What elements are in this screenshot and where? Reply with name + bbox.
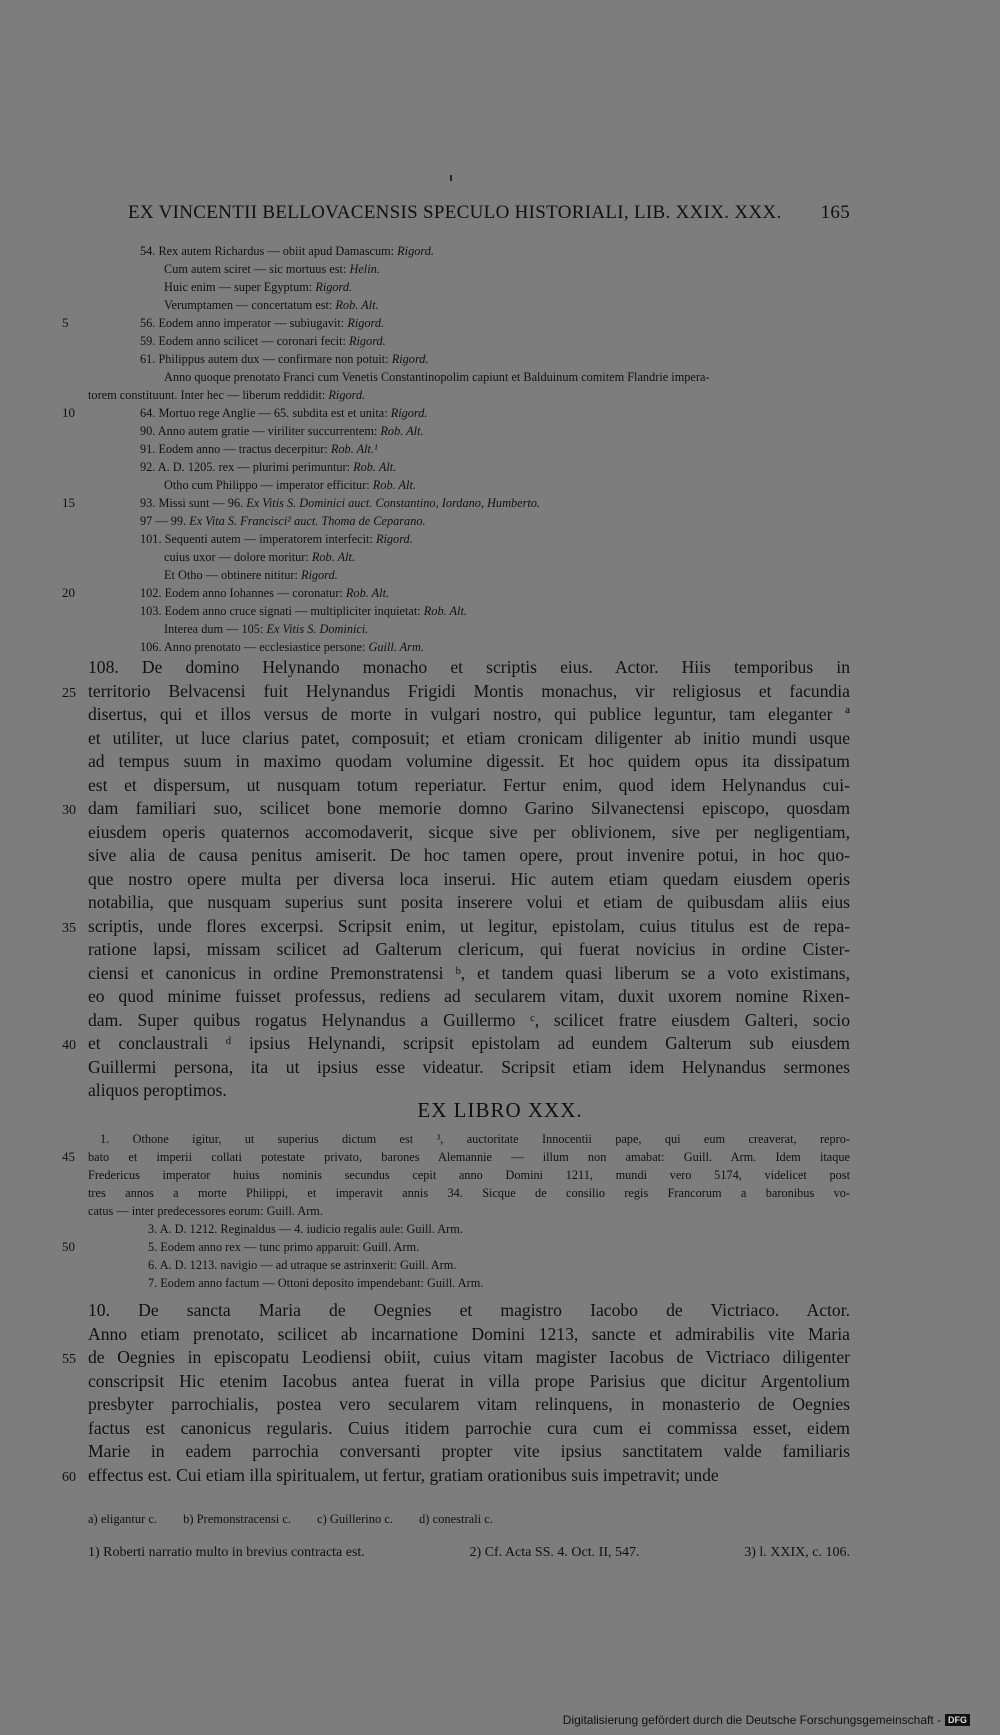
text-line <box>62 680 850 704</box>
text-line <box>128 602 850 620</box>
text-line <box>88 891 850 915</box>
line-text: Otho cum Philippo — imperator efficitur: <box>164 478 373 492</box>
line-number: 5 <box>62 315 69 330</box>
line-text: bato et imperii collati potestate privato, barones Alemannie — illum non amabat: Guill. Arm. Idem itaque <box>88 1150 850 1164</box>
line-text: 106. Anno prenotato — ecclesiastice persone: <box>140 640 369 654</box>
running-header <box>128 202 850 224</box>
line-text: tres annos a morte Philippi, et imperavit annis 34. Sicque de consilio regis Francorum a baronibus vo- <box>88 1186 850 1200</box>
text-line <box>128 548 850 566</box>
apparatus-note: a) eligantur c. <box>88 1512 158 1526</box>
line-text: 61. Philippus autem dux — confirmare non potuit: <box>140 352 392 366</box>
text-line <box>62 915 850 939</box>
text-line <box>128 566 850 584</box>
page-number: 165 <box>820 202 850 223</box>
text-line <box>128 278 850 296</box>
source-citation: Ex Vitis S. Dominici. <box>266 622 369 636</box>
line-text: 1. Othone igitur, ut superius dictum est ³, auctoritate Innocentii pape, qui eum creaverat, repro- <box>100 1132 850 1146</box>
text-line <box>88 1417 850 1441</box>
text-line <box>62 797 850 821</box>
apparatus-note: c) Guillerino c. <box>317 1512 394 1526</box>
text-line <box>128 350 850 368</box>
line-text: aliquos peroptimos. <box>88 1080 227 1100</box>
line-text: 3. A. D. 1212. Reginaldus — 4. iudicio regalis aule: Guill. Arm. <box>148 1222 463 1236</box>
source-citation: Rob. Alt. <box>372 478 416 492</box>
line-text: 103. Eodem anno cruce signati — multipliciter inquietat: <box>140 604 424 618</box>
line-text: est et dispersum, ut nusquam totum reperiatur. Fertur enim, quod idem Helynandus cui- <box>88 774 850 795</box>
text-line <box>128 242 850 260</box>
line-number: 10 <box>62 405 75 420</box>
text-line <box>128 638 850 656</box>
text-line <box>88 727 850 751</box>
line-text: Et Otho — obtinere nititur: <box>164 568 301 582</box>
footer-text: Digitalisierung gefördert durch die Deutsche Forschungsgemeinschaft - <box>562 1713 941 1727</box>
page-tick-mark <box>450 175 452 181</box>
paragraph-helynandus <box>62 656 850 1103</box>
line-text: conscripsit Hic etenim Iacobus antea fuerat in villa prope Parisius que dicitur Argentolium <box>88 1370 850 1391</box>
apparatus-note: b) Premonstracensi c. <box>183 1512 292 1526</box>
text-line <box>88 868 850 892</box>
header-title: EX VINCENTII BELLOVACENSIS SPECULO HISTORIALI, LIB. XXIX. XXX. <box>128 202 782 223</box>
text-line <box>88 1440 850 1464</box>
line-number: 15 <box>62 495 75 510</box>
footnote: 3) l. XXIX, c. 106. <box>744 1545 850 1560</box>
text-line <box>62 584 850 602</box>
line-text: eiusdem operis quaternos accomodaverit, sicque sive per oblivionem, sive per negligentiam, <box>88 821 850 842</box>
source-citation: Rigord. <box>328 388 366 402</box>
text-line <box>88 1370 850 1394</box>
line-text: effectus est. Cui etiam illa spiritualem, ut fertur, gratiam orationibus suis impetravit; unde <box>88 1464 719 1485</box>
line-number: 55 <box>62 1352 76 1367</box>
line-number: 40 <box>62 1038 76 1053</box>
line-text: 108. De domino Helynando monacho et scriptis eius. Actor. Hiis temporibus in <box>88 657 850 677</box>
line-text: 91. Eodem anno — tractus decerpitur: <box>140 442 331 456</box>
line-text: notabilia, que nusquam superius sunt posita inserere volui et etiam de quibusdam aliis eius <box>88 892 850 912</box>
text-line <box>88 985 850 1009</box>
text-line <box>62 314 850 332</box>
liber-xxx-list <box>62 1130 850 1292</box>
source-citation: Rob. Alt. <box>335 298 379 312</box>
footnote: 2) Cf. Acta SS. 4. Oct. II, 547. <box>469 1545 640 1560</box>
source-citation: Ex Vitis S. Dominici auct. Constantino, Iordano, Humberto. <box>246 496 540 510</box>
line-text: 93. Missi sunt — 96. <box>140 496 247 510</box>
source-citation: Rob. Alt. <box>423 604 467 618</box>
line-text: sive alia de causa penitus amiserit. De hoc tamen opere, prout invenire potui, in hoc quo- <box>88 845 850 865</box>
line-text: Cum autem sciret — sic mortuus est: <box>164 262 350 276</box>
source-citation: Rigord. <box>390 406 428 420</box>
source-citation: Rob. Alt. <box>380 424 424 438</box>
line-text: 102. Eodem anno Iohannes — coronatur: <box>140 586 346 600</box>
source-citation: Rigord. <box>391 352 429 366</box>
text-line <box>88 1393 850 1417</box>
text-line <box>88 1299 850 1323</box>
text-line <box>62 1464 850 1488</box>
text-line <box>128 296 850 314</box>
text-line <box>88 386 850 404</box>
source-citation: Ex Vita S. Francisci² auct. Thoma de Ceparano. <box>189 514 426 528</box>
text-line <box>88 750 850 774</box>
text-line <box>88 1184 850 1202</box>
text-line <box>128 458 850 476</box>
apparatus-notes <box>88 1512 519 1527</box>
source-citation: Rob. Alt.¹ <box>330 442 378 456</box>
line-number: 35 <box>62 920 76 936</box>
line-number: 60 <box>62 1469 76 1485</box>
source-citation: Rigord. <box>300 568 338 582</box>
line-text: Interea dum — 105: <box>164 622 267 636</box>
line-text: 59. Eodem anno scilicet — coronari fecit: <box>140 334 349 348</box>
text-line <box>128 440 850 458</box>
source-citation: Rob. Alt. <box>311 550 356 564</box>
line-text: 92. A. D. 1205. rex — plurimi perimuntur: <box>140 460 354 474</box>
line-text: eo quod minime fuisset professus, rediens ad secularem vitam, duxit uxorem nomine Rixen- <box>88 986 850 1006</box>
source-citation: Rob. Alt. <box>353 460 397 474</box>
text-line <box>88 1256 850 1274</box>
text-line <box>88 1009 850 1033</box>
line-text: 56. Eodem anno imperator — subiugavit: <box>140 316 348 330</box>
source-list <box>62 242 850 656</box>
line-text: territorio Belvacensi fuit Helynandus Frigidi Montis monachus, vir religiosus et facundia <box>88 680 850 701</box>
line-text: factus est canonicus regularis. Cuius itidem parrochie cura cum ei commissa esset, eidem <box>88 1417 850 1438</box>
line-text: 5. Eodem anno rex — tunc primo apparuit: Guill. Arm. <box>148 1240 420 1254</box>
line-text: dam familiari suo, scilicet bone memorie domno Garino Silvanectensi episcopo, quosdam <box>88 798 850 818</box>
line-text: et utiliter, ut luce clarius patet, composuit; et etiam cronicam diligenter ab initio mundi usque <box>88 727 850 748</box>
line-text: 64. Mortuo rege Anglie — 65. subdita est et unita: <box>140 406 391 420</box>
line-text: 54. Rex autem Richardus — obiit apud Damascum: <box>140 244 398 258</box>
text-line <box>128 332 850 350</box>
text-line <box>88 938 850 962</box>
text-line <box>88 962 850 986</box>
line-text: 90. Anno autem gratie — viriliter succurrentem: <box>140 424 381 438</box>
line-text: 101. Sequenti autem — imperatorem interfecit: <box>140 532 376 546</box>
text-line <box>128 368 850 386</box>
line-text: ratione lapsi, missam scilicet ad Galterum clericum, qui fuerat novicius in ordine Cister- <box>88 939 850 959</box>
line-text: ciensi et canonicus in ordine Premonstratensi ᵇ, et tandem quasi liberum se a voto existimans, <box>88 962 850 983</box>
line-number: 25 <box>62 685 76 701</box>
text-line <box>62 404 850 422</box>
footer <box>563 1713 970 1727</box>
source-citation: Rigord. <box>315 280 353 294</box>
text-line <box>88 1056 850 1080</box>
line-text: Verumptamen — concertatum est: <box>164 298 336 312</box>
text-line <box>88 1130 850 1148</box>
text-line <box>88 1166 850 1184</box>
source-citation: Guill. Arm. <box>368 640 424 654</box>
line-text: Marie in eadem parrochia conversanti propter vite ipsius sanctitatem valde familiaris <box>88 1441 850 1461</box>
line-text: catus — inter predecessores eorum: Guill. Arm. <box>88 1204 323 1218</box>
source-citation: Rigord. <box>347 316 385 330</box>
text-line <box>128 530 850 548</box>
text-line <box>88 1323 850 1347</box>
line-text: disertus, qui et illos versus de morte in vulgari nostro, qui publice leguntur, tam eleganter ª <box>88 704 850 724</box>
line-text: 7. Eodem anno factum — Ottoni deposito impendebant: Guill. Arm. <box>148 1276 484 1290</box>
line-text: Anno quoque prenotato Franci cum Venetis Constantinopolim capiunt et Balduinum comitem Flandrie impera- <box>164 370 710 384</box>
text-line <box>88 1220 850 1238</box>
text-line <box>128 512 850 530</box>
line-text: Anno etiam prenotato, scilicet ab incarnatione Domini 1213, sancte et admirabilis vite Maria <box>88 1323 850 1344</box>
paragraph-maria-oegnies <box>62 1299 850 1487</box>
text-line <box>88 844 850 868</box>
text-line <box>62 1032 850 1056</box>
text-line <box>62 1238 850 1256</box>
text-line <box>128 260 850 278</box>
footnote: 1) Roberti narratio multo in brevius contracta est. <box>88 1545 365 1560</box>
dfg-logo: DFG <box>945 1714 970 1726</box>
text-line <box>128 476 850 494</box>
text-line <box>128 620 850 638</box>
line-number: 50 <box>62 1239 75 1254</box>
line-text: et conclaustrali ᵈ ipsius Helynandi, scripsit epistolam ad eundem Galterum sub eiusdem <box>88 1033 850 1053</box>
text-line <box>88 821 850 845</box>
source-citation: Rigord. <box>348 334 386 348</box>
line-text: Guillermi persona, ita ut ipsius esse videatur. Scripsit etiam idem Helynandus sermones <box>88 1056 850 1077</box>
line-text: cuius uxor — dolore moritur: <box>164 550 312 564</box>
line-text: presbyter parrochialis, postea vero secularem vitam relinquens, in monasterio de Oegnies <box>88 1394 850 1414</box>
line-number: 30 <box>62 803 76 818</box>
line-text: 6. A. D. 1213. navigio — ad utraque se astrinxerit: Guill. Arm. <box>148 1258 457 1272</box>
line-text: Huic enim — super Egyptum: <box>164 280 316 294</box>
text-line <box>88 774 850 798</box>
line-number: 45 <box>62 1149 75 1164</box>
line-number: 20 <box>62 585 75 600</box>
line-text: que nostro opere multa per diversa loca inserui. Hic autem etiam quedam eiusdem operis <box>88 868 850 889</box>
line-text: dam. Super quibus rogatus Helynandus a Guillermo ᶜ, scilicet fratre eiusdem Galteri, socio <box>88 1009 850 1030</box>
apparatus-note: d) conestrali c. <box>419 1512 493 1526</box>
section-title: EX LIBRO XXX. <box>417 1098 583 1122</box>
text-line <box>62 1148 850 1166</box>
line-text: ad tempus suum in maximo quodam volumine digessit. Et hoc quidem opus ita dissipatum <box>88 751 850 771</box>
text-line <box>88 1274 850 1292</box>
line-text: torem constituunt. Inter hec — liberum reddidit: <box>88 388 329 402</box>
footnotes <box>88 1545 850 1561</box>
text-line <box>88 656 850 680</box>
line-text: scriptis, unde flores excerpsi. Scripsit enim, ut legitur, epistolam, cuius titulus est de repa- <box>88 915 850 936</box>
text-line <box>62 1346 850 1370</box>
text-line <box>88 1202 850 1220</box>
text-line <box>88 703 850 727</box>
source-citation: Rob. Alt. <box>345 586 390 600</box>
text-line <box>62 494 850 512</box>
source-citation: Helin. <box>349 262 380 276</box>
line-text: de Oegnies in episcopatu Leodiensi obiit, cuius vitam magister Iacobus de Victriaco diligenter <box>88 1347 850 1367</box>
line-text: 97 — 99. <box>140 514 190 528</box>
source-citation: Rigord. <box>397 244 434 258</box>
source-citation: Rigord. <box>375 532 413 546</box>
line-text: 10. De sancta Maria de Oegnies et magistro Iacobo de Victriaco. Actor. <box>88 1300 850 1320</box>
line-text: Fredericus imperator huius nominis secundus cepit anno Domini 1211, mundi vero 5174, videlicet post <box>88 1168 850 1182</box>
text-line <box>128 422 850 440</box>
